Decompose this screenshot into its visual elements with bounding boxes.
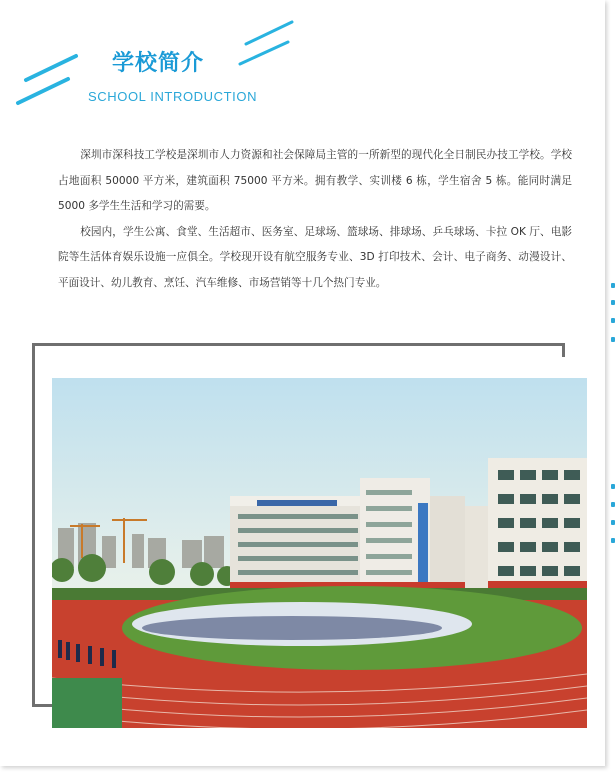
stripe: [26, 56, 76, 80]
edge-marker: [611, 337, 615, 342]
frame-corner: [562, 343, 565, 357]
page-title: 学校简介: [112, 51, 205, 76]
stripe: [246, 22, 292, 44]
frame-corner: [32, 704, 54, 707]
paragraph: 深圳市深科技工学校是深圳市人力资源和社会保障局主管的一所新型的现代化全日制民办技工学校。学校占地面积 50000 平方米，建筑面积 75000 平方米。拥有教学、实训楼 6 栋，学生宿舍 5 栋。能同时满足 5000 多学生生活和学习的需要。: [58, 149, 572, 212]
edge-marker: [611, 283, 615, 288]
page-subtitle: SCHOOL INTRODUCTION: [88, 89, 258, 104]
edge-marker: [611, 520, 615, 525]
campus-illustration: [52, 378, 587, 728]
edge-marker: [611, 502, 615, 507]
edge-marker: [611, 538, 615, 543]
stripe: [240, 42, 288, 64]
campus-photo: [52, 378, 587, 728]
green-corner: [52, 678, 122, 728]
intro-text: [58, 143, 572, 296]
stripe: [18, 79, 68, 103]
edge-marker: [611, 318, 615, 323]
student-crowd-shade: [142, 616, 442, 640]
paragraph: 校园内，学生公寓、食堂、生活超市、医务室、足球场、篮球场、排球场、乒乓球场、卡拉 OK 厅、电影院等生活体育娱乐设施一应俱全。学校现开设有航空服务专业、3D 打印技术、会计、电子商务、动漫设计、平面设计、幼儿教育、烹饪、汽车维修、市场营销等十几个热门专业。: [58, 225, 572, 289]
edge-marker: [611, 300, 615, 305]
edge-marker: [611, 484, 615, 489]
